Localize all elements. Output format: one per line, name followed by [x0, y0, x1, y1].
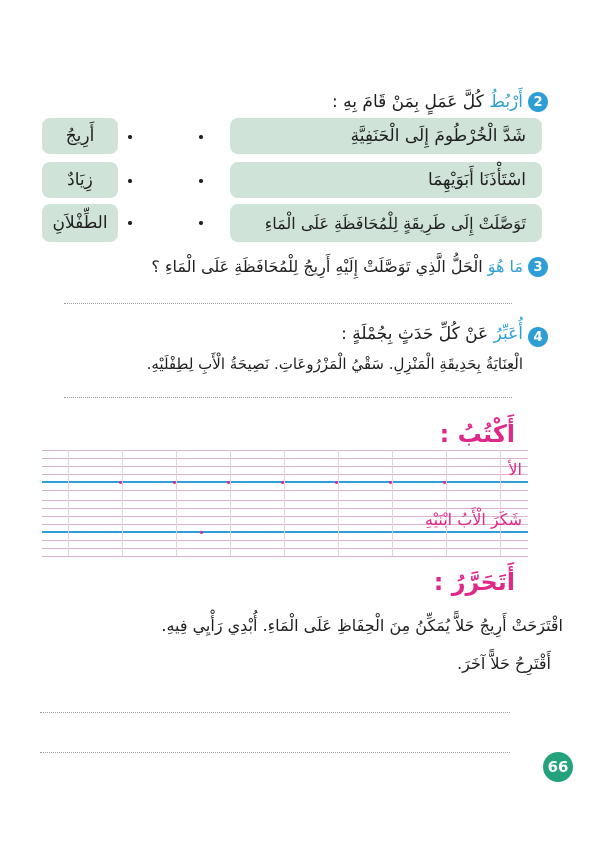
grid-line — [42, 548, 528, 549]
baseline-2 — [42, 531, 528, 533]
exercise-3-number: 3 — [528, 257, 548, 277]
exercise-3-verb: مَا هُوَ — [487, 257, 523, 276]
compose-heading: أَتَحَرَّرُ : — [433, 568, 515, 596]
grid-line — [42, 490, 528, 491]
action-3-connect-dot[interactable] — [199, 221, 203, 225]
exercise-4-number: 4 — [528, 327, 548, 347]
guide-mark — [335, 481, 338, 484]
compose-prompt-line-2: أَقْتَرِحُ حَلاًّ آخَرَ. — [457, 654, 551, 673]
grid-column — [68, 450, 69, 556]
compose-prompt-line-1: اقْتَرَحَتْ أَرِيجُ حَلاًّ يُمَكِّنُ مِنَ الْحِفَاظِ عَلَى الْمَاءِ. أُبْدِي رَأْيِي فِيهِ. — [161, 616, 563, 635]
person-pill-1[interactable] — [42, 118, 118, 154]
handwriting-grid[interactable] — [42, 450, 528, 556]
compose-answer-line-2[interactable] — [40, 752, 510, 753]
grid-column — [446, 450, 447, 556]
action-2-connect-dot[interactable] — [199, 179, 203, 183]
guide-mark — [227, 481, 230, 484]
action-1-connect-dot[interactable] — [199, 135, 203, 139]
grid-line — [42, 500, 528, 501]
person-1-connect-dot[interactable] — [128, 135, 132, 139]
guide-mark — [173, 481, 176, 484]
guide-mark — [443, 481, 446, 484]
guide-mark — [200, 531, 203, 534]
action-pill-3[interactable] — [230, 204, 542, 242]
person-text-3: الطِّفْلاَنِ — [52, 213, 108, 233]
exercise-4-instruction: عَنْ كُلِّ حَدَثٍ بِجُمْلَةٍ : — [341, 324, 489, 344]
grid-column — [392, 450, 393, 556]
exercise-2-verb: أَرْبُطُ — [489, 92, 523, 112]
grid-line — [42, 466, 528, 467]
exercise-3-prompt: الْحَلُّ الَّذِي تَوَصَّلَتْ إِلَيْهِ أَرِيجُ لِلْمُحَافَظَةِ عَلَى الْمَاءِ ؟ — [151, 257, 483, 276]
exercise-4-events: الْعِنَايَةُ بِحَدِيقَةِ الْمَنْزِلِ. سَقْيُ الْمَزْرُوعَاتِ. نَصِيحَةُ الْأَبِ لِطِفْلَيْهِ. — [146, 355, 523, 373]
exercise-4-question — [341, 324, 523, 344]
guide-mark — [119, 481, 122, 484]
action-text-1: شَدَّ الْخُرْطُومَ إِلَى الْحَنَفِيَّةِ — [350, 126, 526, 146]
grid-line — [42, 450, 528, 451]
grid-line — [42, 474, 528, 475]
grid-line — [42, 458, 528, 459]
grid-column — [122, 450, 123, 556]
grid-column — [338, 450, 339, 556]
writing-model-2: شَكَرَ الْأَبُ ابْنَيْهِ — [424, 510, 522, 529]
write-heading: أَكْتُبُ : — [439, 420, 515, 448]
exercise-2-number: 2 — [528, 92, 548, 112]
exercise-4-verb: أُعَبِّرُ — [493, 324, 523, 344]
person-text-1: أَرِيجُ — [65, 126, 95, 146]
writing-model-1: الأ — [508, 460, 522, 479]
baseline-1 — [42, 481, 528, 483]
grid-column — [284, 450, 285, 556]
compose-answer-line-1[interactable] — [40, 712, 510, 713]
guide-mark — [389, 481, 392, 484]
action-text-2: اسْتَأْذَنَا أَبَوَيْهِمَا — [428, 170, 526, 190]
action-pill-1[interactable] — [230, 118, 542, 154]
action-pill-2[interactable] — [230, 162, 542, 198]
exercise-2-question — [332, 92, 523, 112]
exercise-2-instruction: كُلَّ عَمَلٍ بِمَنْ قَامَ بِهِ : — [332, 92, 484, 112]
grid-line — [42, 556, 528, 557]
person-2-connect-dot[interactable] — [128, 179, 132, 183]
grid-column — [500, 450, 501, 556]
person-text-2: زِيَادٌ — [67, 170, 93, 190]
page-number-badge: 66 — [543, 752, 573, 782]
grid-line — [42, 540, 528, 541]
grid-column — [230, 450, 231, 556]
person-3-connect-dot[interactable] — [128, 221, 132, 225]
exercise-4-answer-line[interactable] — [64, 397, 512, 398]
person-pill-2[interactable] — [42, 162, 118, 198]
person-pill-3[interactable] — [42, 204, 118, 242]
guide-mark — [281, 481, 284, 484]
exercise-3-answer-line[interactable] — [64, 303, 512, 304]
grid-line — [42, 508, 528, 509]
grid-column — [176, 450, 177, 556]
exercise-3-question — [151, 257, 523, 276]
action-text-3: تَوَصَّلَتْ إِلَى طَرِيقَةٍ لِلْمُحَافَظَةِ عَلَى الْمَاءِ — [264, 213, 526, 233]
